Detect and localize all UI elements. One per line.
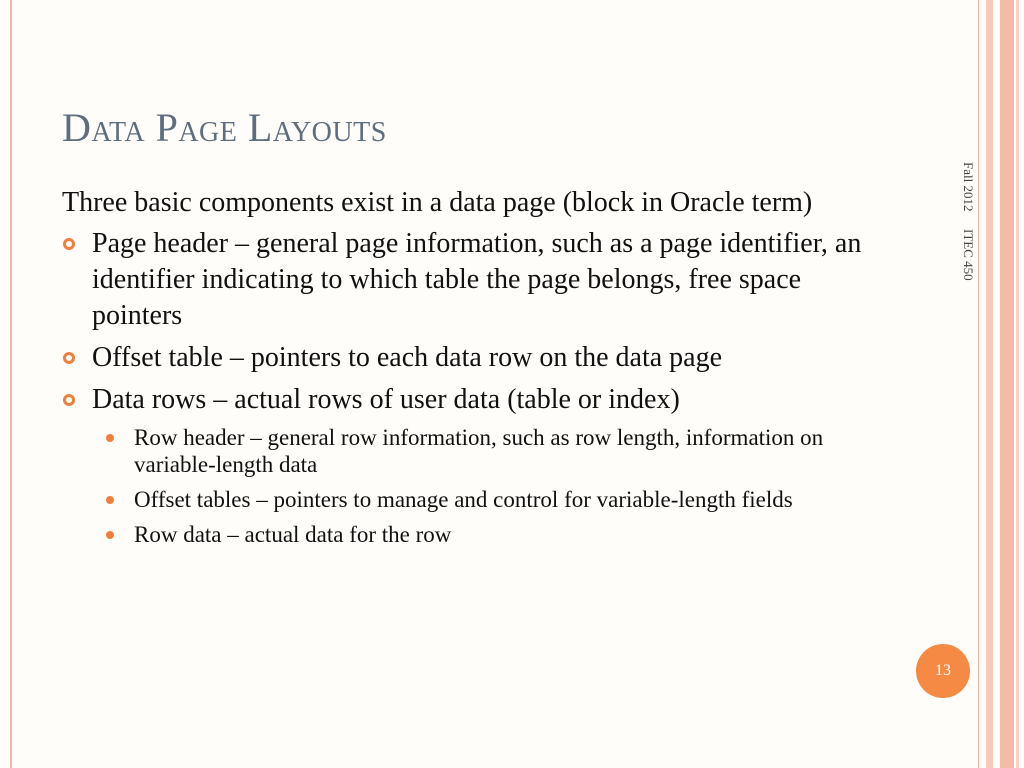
decorative-stripe	[986, 0, 993, 768]
footer-date: Fall 2012	[961, 162, 976, 212]
sub-bullet-item	[62, 521, 892, 548]
bullet-text: Page header – general page information, such as a page identifier, an identifier indicating to which table the page belongs, free space pointers	[92, 228, 862, 331]
frame-line-left	[10, 0, 12, 768]
intro-text: Three basic components exist in a data page (block in Oracle term)	[62, 187, 813, 218]
ring-bullet-icon	[63, 394, 75, 406]
bullet-item	[62, 340, 892, 376]
page-number: 13	[935, 662, 951, 679]
sub-bullet-text: Offset tables – pointers to manage and control for variable-length fields	[134, 487, 793, 512]
bullet-item	[62, 226, 892, 334]
decorative-stripe	[1000, 0, 1014, 768]
side-footer	[946, 162, 976, 362]
ring-bullet-icon	[63, 352, 75, 364]
footer-course: ITEC 450	[961, 229, 976, 282]
sub-bullet-item	[62, 424, 892, 478]
slide-title: Data Page Layouts	[62, 105, 387, 150]
decorative-stripe	[1016, 0, 1019, 768]
dot-bullet-icon	[106, 531, 114, 539]
ring-bullet-icon	[63, 238, 75, 250]
dot-bullet-icon	[106, 496, 114, 504]
bullet-text: Data rows – actual rows of user data (table or index)	[92, 384, 680, 415]
dot-bullet-icon	[106, 434, 114, 442]
slide-body	[62, 186, 892, 556]
page-number-badge	[916, 644, 970, 698]
sub-bullet-text: Row header – general row information, such as row length, information on variable-length data	[134, 425, 824, 477]
sub-bullet-text: Row data – actual data for the row	[134, 522, 452, 547]
bullet-item	[62, 382, 892, 418]
bullet-text: Offset table – pointers to each data row on the data page	[92, 342, 723, 373]
frame-line-right	[978, 0, 979, 768]
sub-bullet-item	[62, 486, 892, 513]
